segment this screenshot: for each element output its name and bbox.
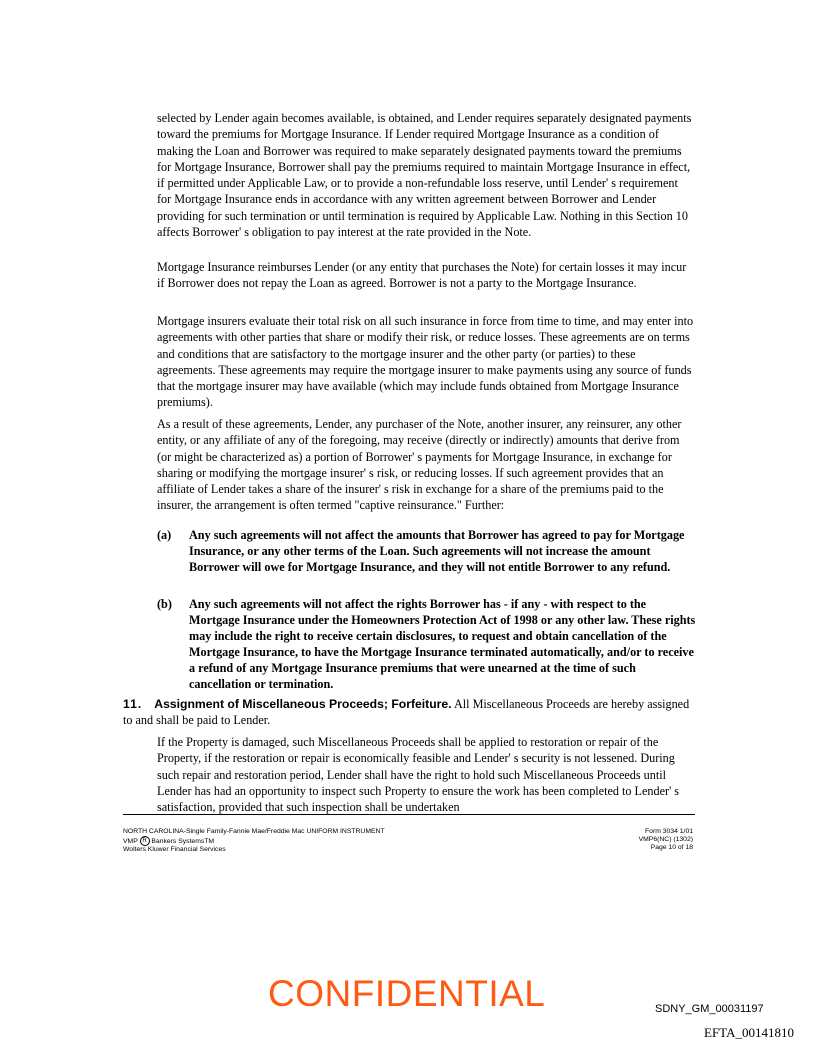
footer-vmp-line: VMP R Bankers SystemsTM xyxy=(123,837,215,845)
clause-b-label: (b) xyxy=(157,597,172,611)
footer-vmp-code: VMP6(NC) (1302) xyxy=(638,836,693,843)
clause-a-label: (a) xyxy=(157,528,172,542)
section-11-heading: Assignment of Miscellaneous Proceeds; Forfeiture. xyxy=(154,697,452,711)
paragraph-property-damaged: If the Property is damaged, such Miscellaneous Proceeds shall be applied to restoration or repair of the Property, if the restoration or repair is economically feasible and Lender' s security is not lessened. During such repair and restoration period, Lender shall have the right to hold such Miscellaneous Proceeds until Lender has had an opportunity to inspect such Property to ensure the work has been completed to Lender' s satisfaction, provided that such inspection shall be undertaken xyxy=(157,735,680,815)
paragraph-mortgage-insurance-continued: selected by Lender again becomes available, is obtained, and Lender requires separately designated payments toward the premiums for Mortgage Insurance. If Lender required Mortgage Insurance as a condition of making the Loan and Borrower was required to make separately designated payments toward the premiums for Mortgage Insurance, Borrower shall pay the premiums required to maintain Mortgage Insurance in effect, if permitted under Applicable Law, or to provide a non-refundable loss reserve, until Lender' s requirement for Mortgage Insurance ends in accordance with any written agreement between Borrower and Lender providing for such termination or until termination is required by Applicable Law. Nothing in this Section 10 affects Borrower' s obligation to pay interest at the rate provided in the Note. xyxy=(157,111,692,240)
footer-wolters-line: Wolters Kluwer Financial Services xyxy=(123,846,226,853)
clause-b-text: Any such agreements will not affect the rights Borrower has - if any - with respect to the Mortgage Insurance under the Homeowners Protection Act of 1998 or any other law. These rights may include the right to receive certain disclosures, to request and obtain cancellation of the Mortgage Insurance, to have the Mortgage Insurance terminated automatically, and/or to receive a refund of any Mortgage Insurance premiums that were unearned at the time of such cancellation or termination. xyxy=(189,597,696,691)
bates-number-efta: EFTA_00141810 xyxy=(704,1025,794,1040)
footer-divider xyxy=(123,814,695,815)
section-11-text: All Miscellaneous Proceeds are hereby assigned to and shall be paid to Lender. xyxy=(123,697,690,728)
footer-page-number: Page 10 of 18 xyxy=(650,844,693,851)
section-11-number: 11. xyxy=(123,697,143,711)
paragraph-mortgage-insurance-reimburses: Mortgage Insurance reimburses Lender (or any entity that purchases the Note) for certain losses it may incur if Borrower does not repay the Loan as agreed. Borrower is not a party to the Mortgage Insurance. xyxy=(157,260,687,291)
footer-instrument-line: NORTH CAROLINA-Single Family-Fannie Mae/Freddie Mac UNIFORM INSTRUMENT xyxy=(123,828,385,835)
footer-left xyxy=(123,828,385,854)
registered-mark-icon: R xyxy=(140,836,150,846)
footer-right xyxy=(560,828,693,852)
paragraph-mortgage-insurers-risk: Mortgage insurers evaluate their total risk on all such insurance in force from time to time, and may enter into agreements with other parties that share or modify their risk, or reduce losses. These agreements are on terms and conditions that are satisfactory to the mortgage insurer and the other party (or parties) to these agreements. These agreements may require the mortgage insurer to make payments using any source of funds that the mortgage insurer may have available (which may include funds obtained from Mortgage Insurance premiums). xyxy=(157,314,694,410)
section-11 xyxy=(123,696,697,729)
footer-form-number: Form 3034 1/01 xyxy=(645,828,693,835)
paragraph-agreements-result: As a result of these agreements, Lender, any purchaser of the Note, another insurer, any reinsurer, any other entity, or any affiliate of any of the foregoing, may receive (directly or indirectly) amounts that derive from (or might be characterized as) a portion of Borrower' s payments for Mortgage Insurance, in exchange for sharing or modifying the mortgage insurer' s risk, or reducing losses. If such agreement provides that an affiliate of Lender takes a share of the insurer' s risk in exchange for a share of the premiums paid to the insurer, the arrangement is often termed "captive reinsurance." Further: xyxy=(157,417,682,513)
confidential-stamp: CONFIDENTIAL xyxy=(268,973,546,1014)
bates-number-sdny: SDNY_GM_00031197 xyxy=(655,1003,764,1015)
clause-a-text: Any such agreements will not affect the amounts that Borrower has agreed to pay for Mortgage Insurance, or any other terms of the Loan. Such agreements will not increase the amount Borrower will owe for Mortgage Insurance, and they will not entitle Borrower to any refund. xyxy=(189,528,685,574)
